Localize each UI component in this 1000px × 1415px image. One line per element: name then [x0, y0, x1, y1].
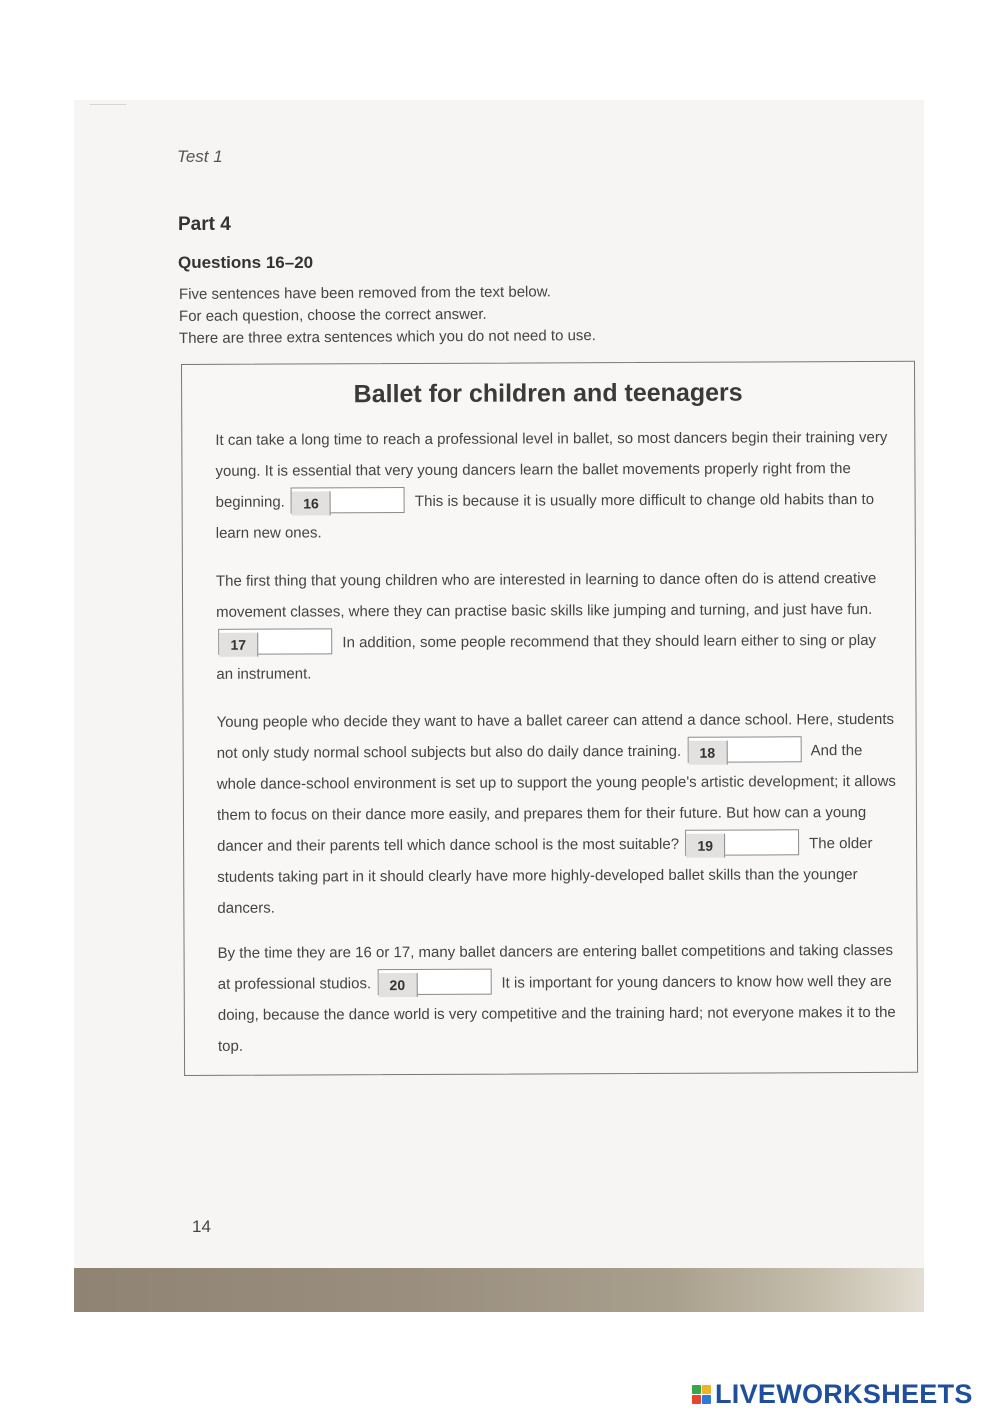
answer-gap-16[interactable] [291, 487, 405, 513]
logo-square [692, 1395, 701, 1404]
article-title: Ballet for children and teenagers [353, 378, 743, 409]
questions-title: Questions 16–20 [178, 253, 314, 272]
gap-number: 20 [378, 973, 417, 997]
logo-square [692, 1385, 701, 1394]
gap-number: 19 [686, 834, 725, 858]
paragraph-4 [218, 935, 899, 1062]
gap-number: 16 [292, 491, 331, 515]
bottom-bar [74, 1268, 924, 1312]
paragraph-text: It can take a long time to reach a professional level in ballet, so most dancers begin their training very young. It is essential that very young dancers learn the ballet movements properly right from the beginning. [215, 428, 888, 511]
paragraph-3 [216, 704, 897, 924]
test-label: Test 1 [177, 147, 223, 166]
paragraph-text: The older students taking part in it should clearly have more highly-developed ballet skills than the younger dancers. [217, 834, 873, 917]
liveworksheets-logo-icon [692, 1385, 711, 1404]
page-number: 14 [192, 1217, 211, 1236]
paragraph-text: Young people who decide they want to have a ballet career can attend a dance school. Here, students not only study normal school subjects but also do daily dance training. [216, 710, 895, 762]
paragraph-2 [216, 563, 897, 690]
gap-number: 18 [688, 741, 727, 765]
paragraph-text: By the time they are 16 or 17, many ballet dancers are entering ballet competitions and taking classes at professional studios. [217, 941, 893, 993]
answer-gap-17[interactable] [218, 628, 332, 654]
part-title: Part 4 [178, 214, 231, 235]
paragraph-text: The first thing that young children who are interested in learning to dance often do is attend creative movement classes, where they can practise basic skills like jumping and turning, and just have fun. [215, 569, 877, 621]
paragraph-text: And the whole dance-school environment is set up to support the young people's artistic development; it allows them to focus on their dance more easily, and prepares them for their future. But how can a young dancer and their parents tell which dance school is the most suitable? [216, 742, 896, 855]
paragraph-1 [215, 422, 896, 549]
logo-square [702, 1385, 711, 1394]
paragraph-text: It is important for young dancers to know how well they are doing, because the dance world is very competitive and the training hard; not everyone makes it to the top. [217, 972, 896, 1055]
instruction-line: Five sentences have been removed from the text below. [178, 283, 551, 303]
instruction-line: There are three extra sentences which you do not need to use. [178, 327, 596, 347]
logo-square [702, 1395, 711, 1404]
answer-gap-20[interactable] [377, 969, 491, 995]
paragraph-text: In addition, some people recommend that they should learn either to sing or play an instrument. [216, 631, 877, 683]
paragraph-text: This is because it is usually more difficult to change old habits than to learn new ones. [215, 490, 875, 542]
answer-gap-18[interactable] [687, 736, 801, 762]
reading-text-box [181, 361, 918, 1076]
instruction-line: For each question, choose the correct answer. [178, 305, 487, 325]
instructions [179, 284, 596, 350]
top-rule [90, 104, 126, 105]
liveworksheets-watermark [692, 1376, 973, 1412]
watermark-text: LIVEWORKSHEETS [715, 1378, 973, 1409]
answer-gap-19[interactable] [685, 829, 799, 855]
gap-number: 17 [219, 633, 258, 657]
